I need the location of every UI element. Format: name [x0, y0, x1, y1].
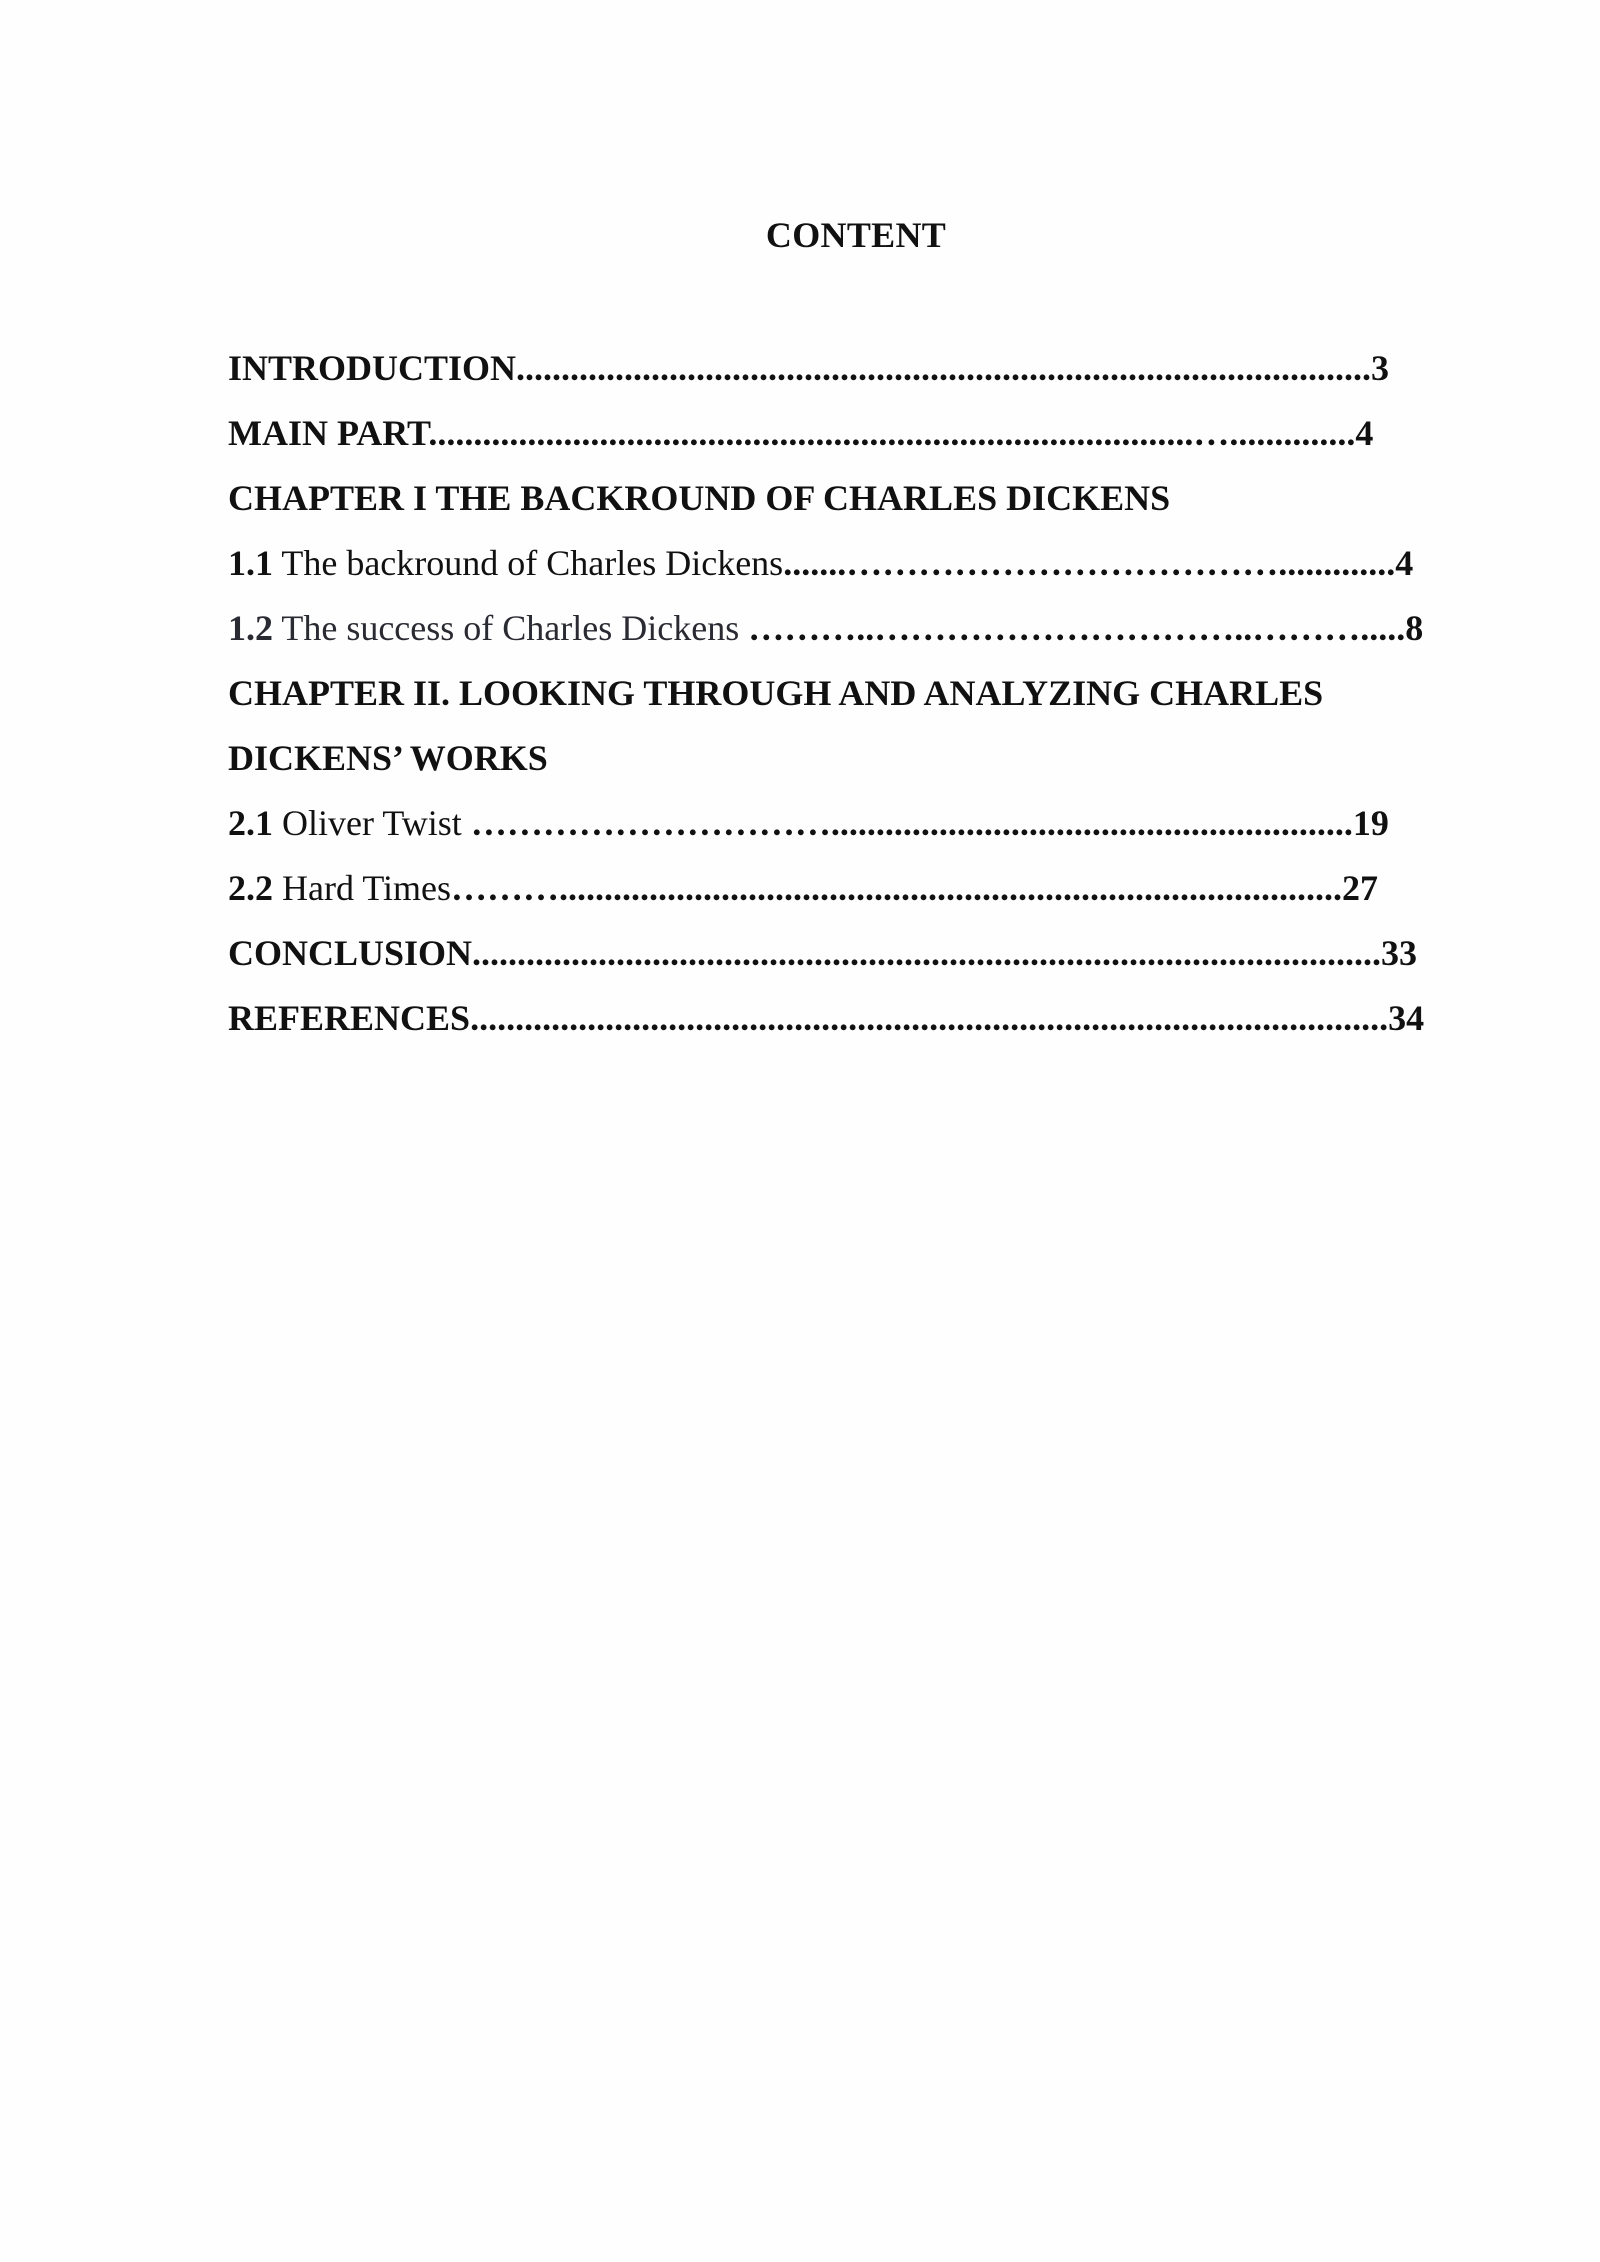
toc-entry-main-part[interactable] [228, 409, 1478, 474]
toc-page-number: 4 [1355, 413, 1374, 453]
toc-entry-1-2[interactable] [228, 604, 1478, 669]
toc-leader-dots: ………....................................................................................... [451, 868, 1343, 908]
toc-entry-chapter-1[interactable] [228, 474, 1478, 539]
toc-entry-chapter-2-continued[interactable] [228, 734, 1478, 799]
table-of-contents [228, 344, 1478, 1059]
toc-leader-dots: ...................................................................................................... [470, 998, 1389, 1038]
toc-section-number: 2.1 [228, 803, 273, 843]
toc-entry-text: CONCLUSION [228, 933, 473, 973]
toc-leader-dots: ............................................................................................... [516, 348, 1372, 388]
toc-entry-text: Oliver Twist [273, 803, 471, 843]
toc-entry-text: REFERENCES [228, 998, 471, 1038]
toc-section-number: 1.1 [228, 543, 273, 583]
toc-entry-conclusion[interactable] [228, 929, 1478, 994]
toc-leader-dots: .......………………………………............. [783, 543, 1396, 583]
toc-entry-2-1[interactable] [228, 799, 1478, 864]
toc-entry-text: MAIN PART [228, 413, 429, 453]
toc-leader-dots: .....................................................................................….............. [428, 413, 1356, 453]
toc-leader-dots: ………..…………………………..………..... [748, 608, 1406, 648]
toc-entry-introduction[interactable] [228, 344, 1478, 409]
toc-leader-dots: ………………………….......................................................... [470, 803, 1353, 843]
toc-page-number: 4 [1395, 543, 1414, 583]
toc-page-number: 34 [1388, 998, 1425, 1038]
toc-section-number: 1.2 [228, 608, 273, 648]
toc-entry-text: DICKENS’ WORKS [228, 738, 548, 778]
toc-section-number: 2.2 [228, 868, 273, 908]
toc-page-number: 3 [1371, 348, 1390, 388]
toc-entry-text: CHAPTER I THE BACKROUND OF CHARLES DICKENS [228, 478, 1171, 518]
toc-entry-text: CHAPTER II. LOOKING THROUGH AND ANALYZING CHARLES [228, 673, 1324, 713]
toc-entry-text: The backround of Charles Dickens [273, 543, 784, 583]
toc-entry-chapter-2[interactable] [228, 669, 1478, 734]
toc-leader-dots: ..................................................................................................... [472, 933, 1382, 973]
toc-page-number: 19 [1352, 803, 1389, 843]
toc-entry-1-1[interactable] [228, 539, 1478, 604]
toc-entry-text: Hard Times [273, 868, 452, 908]
toc-entry-2-2[interactable] [228, 864, 1478, 929]
toc-entry-references[interactable] [228, 994, 1478, 1059]
page-title: CONTENT [765, 215, 947, 255]
toc-page-number: 8 [1405, 608, 1424, 648]
toc-page-number: 33 [1381, 933, 1418, 973]
toc-entry-text: INTRODUCTION [228, 348, 517, 388]
toc-entry-text: The success of Charles Dickens [273, 608, 749, 648]
toc-page-number: 27 [1342, 868, 1379, 908]
